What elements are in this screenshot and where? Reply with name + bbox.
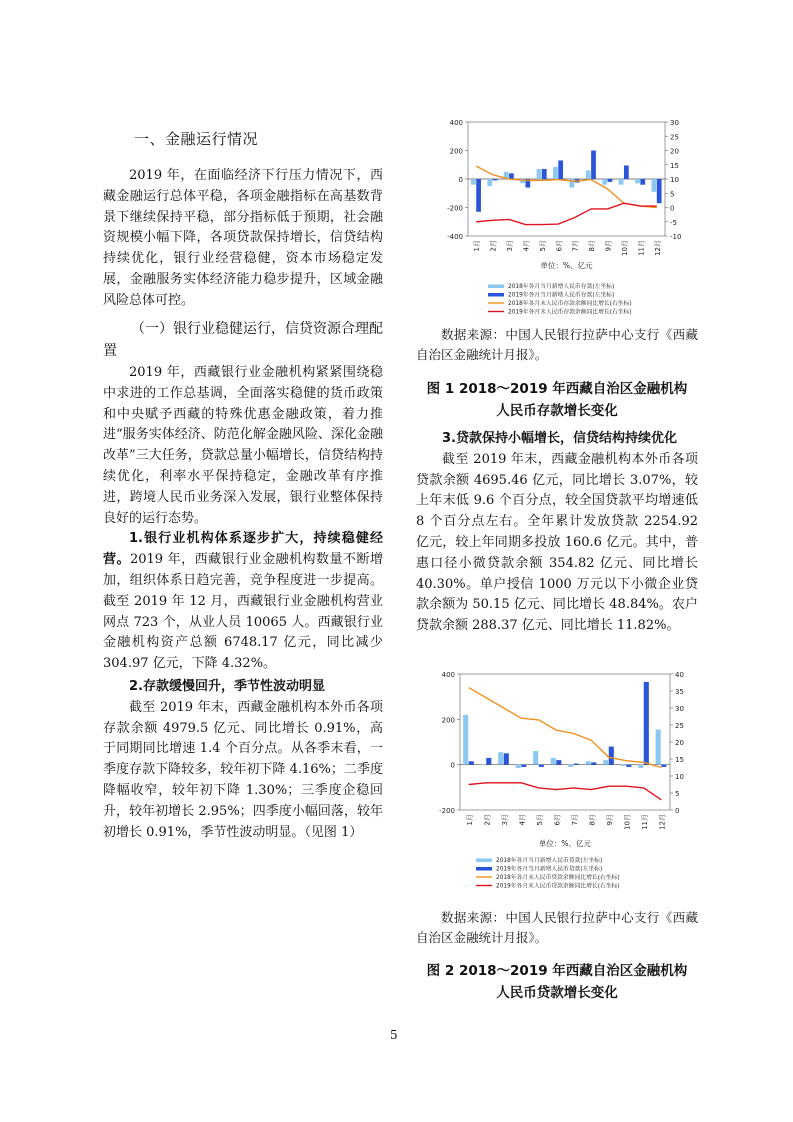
figure-1-caption-line2: 人民币存款增长变化: [496, 403, 618, 419]
right-tick-label: 5: [670, 190, 675, 199]
bar-2019: [556, 760, 561, 765]
left-tick-label: -200: [447, 204, 463, 213]
bar-2019: [504, 753, 509, 764]
page-number: 5: [390, 1028, 398, 1042]
category-label: 2月: [489, 240, 498, 252]
left-column-body: [103, 363, 383, 843]
legend-label: 2019年各月当月新增人民币存款(左坐标): [508, 292, 615, 299]
bar-2019: [476, 179, 481, 212]
bar-2019: [626, 765, 631, 767]
section-title: 一、金融运行情况: [134, 130, 259, 148]
category-label: 12月: [658, 814, 667, 830]
category-label: 10月: [623, 814, 632, 830]
banking-paragraph: 2019 年，西藏银行业金融机构紧紧围绕稳中求进的工作总基调，全面落实稳健的货币政策和中央赋予西藏的特殊优惠金融政策，着力推进“服务实体经济、防范化解金融风险、深化金融改革”三大任务，贷款总量小幅增长，信贷结构持续优化，利率水平保持稳定，金融改革有序推进，跨境人民币业务深入发展，银行业整体保持良好的运行态势。: [103, 365, 383, 526]
unit-label: 单位：%、亿元: [538, 839, 592, 848]
right-tick-label: 10: [670, 176, 679, 184]
category-label: 1月: [473, 240, 482, 252]
right-tick-label: 25: [670, 133, 679, 142]
bar-2018: [463, 715, 468, 765]
bar-2019: [640, 179, 645, 185]
legend-label: 2018年各月末人民币存款余额同比增长(右坐标): [508, 301, 632, 307]
bar-2019: [469, 761, 474, 764]
bar-2019: [574, 764, 579, 765]
category-label: 9月: [604, 240, 613, 252]
left-tick-label: 200: [441, 716, 455, 725]
right-column-body: [416, 429, 698, 637]
category-label: 6月: [555, 240, 564, 252]
bar-2019: [558, 160, 563, 179]
heading-2-line: [103, 677, 383, 698]
bar-2018: [652, 179, 657, 192]
heading-1-paragraph: [103, 529, 383, 675]
category-label: 9月: [605, 814, 614, 826]
right-tick-label: 20: [670, 147, 679, 156]
bar-2019: [539, 765, 544, 767]
figure-1-caption-line1: 图 1 2018～2019 年西藏自治区金融机构: [426, 381, 688, 397]
legend-label: 2018年各月当月新增人民币贷款(左坐标): [496, 858, 603, 864]
category-label: 4月: [518, 814, 527, 826]
right-tick-label: 30: [670, 119, 679, 127]
category-label: 8月: [588, 814, 597, 826]
category-label: 7月: [571, 240, 580, 252]
legend-label: 2019年各月末人民币存款余额同比增长(右坐标): [508, 309, 632, 316]
bar-2018: [471, 179, 476, 185]
category-label: 11月: [637, 240, 646, 256]
bar-2018: [586, 170, 591, 179]
bar-2019: [509, 173, 514, 179]
figure-2-source: 数据来源：中国人民银行拉萨中心支行《西藏自治区金融统计月报》。: [416, 910, 698, 945]
series-line-2019: [469, 783, 662, 800]
right-tick-label: 15: [675, 756, 684, 764]
figure-1-source: 数据来源：中国人民银行拉萨中心支行《西藏自治区金融统计月报》。: [416, 327, 698, 362]
heading-1-text: 2019 年，西藏银行业金融机构数量不断增加，组织体系日趋完善，竞争程度进一步提高。截至 2019 年 12 月，西藏银行业金融机构营业网点 723 个，从业人员 10065 人。西藏银行业金融机构资产总额 6748.17 亿元，同比减少 304.97 亿元，下降 4.32%。: [103, 552, 383, 672]
bar-2019: [609, 747, 614, 765]
left-tick-label: 400: [449, 119, 463, 127]
loan-chart-svg: [418, 664, 698, 904]
category-label: 2月: [483, 814, 492, 826]
right-tick-label: 15: [670, 161, 679, 170]
bar-2019: [661, 765, 666, 767]
category-label: 3月: [500, 814, 509, 826]
series-line-2018: [476, 166, 657, 207]
bar-2018: [638, 765, 643, 768]
heading-2: 2.存款缓慢回升，季节性波动明显: [129, 678, 325, 694]
heading-1: 1.银行业机构体系逐步扩大，持续稳健经营。: [103, 531, 383, 568]
bar-2019: [608, 179, 613, 182]
left-tick-label: 200: [449, 147, 463, 156]
category-label: 5月: [535, 814, 544, 826]
figure-2-caption: [416, 960, 698, 1004]
category-label: 7月: [570, 814, 579, 826]
bar-2018: [487, 179, 492, 186]
right-tick-label: 30: [675, 705, 684, 713]
deposit-chart-svg: [418, 112, 698, 330]
heading-3: 3.贷款保持小幅增长，信贷结构持续优化: [442, 431, 677, 446]
bar-2018: [551, 758, 556, 765]
category-label: 3月: [506, 240, 515, 252]
left-tick-label: 400: [441, 671, 455, 679]
figure-2-caption-line1: 图 2 2018～2019 年西藏自治区金融机构: [426, 963, 688, 979]
legend-swatch: [488, 285, 504, 289]
left-tick-label: 0: [450, 761, 455, 770]
series-line-2019: [476, 203, 657, 224]
bar-2018: [621, 765, 626, 766]
category-label: 5月: [538, 240, 547, 252]
loan-paragraph: 截至 2019 年末，西藏金融机构本外币各项贷款余额 4695.46 亿元，同比增长 3.07%，较上年末低 9.6 个百分点，较全国贷款平均增速低 8 个百分点左右。全年累计发放贷款 2254.92 亿元，较上年同期多投放 160.6 亿元。其中，普惠口径小微贷款余额 354.82 亿元、同比增长 40.30%。单户授信 1000 万元以下小微企业贷款余额为 50.15 亿元、同比增长 48.84%。农户贷款余额 288.37 亿元、同比增长 11.82%。: [416, 451, 698, 634]
bar-2019: [657, 179, 662, 203]
legend-label: 2018年各月当月新增人民币存款(左坐标): [508, 284, 615, 290]
right-tick-label: 20: [675, 739, 684, 747]
category-label: 12月: [653, 240, 662, 256]
figure-1-chart: [418, 112, 698, 330]
legend-swatch: [488, 293, 504, 297]
bar-2019: [591, 151, 596, 180]
plot-frame: [460, 674, 670, 810]
right-tick-label: -10: [670, 233, 682, 241]
unit-label: 单位：%、亿元: [540, 261, 593, 270]
legend-label: 2018年各月末人民币贷款余额同比增长(右坐标): [496, 875, 620, 881]
series-line-2018: [469, 688, 662, 768]
bar-2018: [603, 760, 608, 765]
bar-2018: [537, 169, 542, 179]
legend-swatch: [476, 859, 492, 863]
right-tick-label: 40: [675, 671, 684, 679]
figure-2-chart: [418, 664, 698, 904]
subsection-title: （一）银行业稳健运行，信贷资源合理配置: [103, 321, 383, 359]
right-tick-label: 5: [675, 790, 680, 798]
bar-2018: [635, 179, 640, 183]
category-label: 8月: [588, 240, 597, 252]
right-tick-label: 35: [675, 688, 684, 696]
bar-2019: [521, 765, 526, 767]
bar-2019: [591, 762, 596, 764]
left-column: [103, 166, 383, 312]
bar-2019: [542, 169, 547, 179]
bar-2018: [568, 765, 573, 767]
bar-2019: [644, 682, 649, 765]
category-label: 10月: [620, 240, 629, 256]
left-tick-label: -200: [439, 807, 455, 815]
bar-2018: [602, 179, 607, 185]
right-tick-label: 10: [675, 773, 684, 781]
right-tick-label: 25: [675, 722, 684, 730]
legend-label: 2019年各月当月新增人民币贷款(左坐标): [496, 866, 603, 873]
bar-2019: [493, 179, 498, 180]
bar-2018: [586, 761, 591, 764]
bar-2018: [656, 730, 661, 765]
bar-2018: [553, 167, 558, 179]
bar-2019: [486, 758, 491, 765]
bar-2018: [533, 751, 538, 765]
category-label: 6月: [553, 814, 562, 826]
bar-2018: [516, 765, 521, 768]
deposit-paragraph: 截至 2019 年末，西藏金融机构本外币各项存款余额 4979.5 亿元、同比增长 0.91%，高于同期同比增速 1.4 个百分点。从各季末看，一季度存款下降较多，较年初下降 4.16%；二季度降幅收窄，较年初下降 1.30%；三季度企稳回升，较年初增长 2.95%；四季度小幅回落，较年初增长 0.91%，季节性波动明显。（见图 1）: [103, 699, 383, 840]
bar-2018: [619, 179, 624, 185]
legend-label: 2019年各月末人民币贷款余额同比增长(右坐标): [496, 883, 620, 890]
right-tick-label: 0: [670, 204, 675, 213]
right-tick-label: -5: [670, 218, 677, 227]
bar-2019: [624, 165, 629, 179]
intro-paragraph: 2019 年，在面临经济下行压力情况下，西藏金融运行总体平稳，各项金融指标在高基数背景下继续保持平稳，部分指标低于预期，社会融资规模小幅下降，各项贷款保持增长，信贷结构持续优化，银行业经营稳健，资本市场稳定发展，金融服务实体经济能力稳步提升，区域金融风险总体可控。: [103, 168, 383, 308]
figure-2-caption-line2: 人民币贷款增长变化: [496, 985, 618, 1001]
heading-3-line: [416, 429, 698, 450]
category-label: 11月: [640, 814, 649, 830]
bar-2018: [481, 765, 486, 766]
figure-1-caption: [416, 378, 698, 422]
left-tick-label: 0: [458, 176, 463, 184]
right-tick-label: 0: [675, 807, 680, 815]
category-label: 1月: [465, 814, 474, 826]
left-tick-label: -400: [447, 233, 463, 241]
legend-swatch: [476, 867, 492, 871]
bar-2018: [498, 752, 503, 764]
category-label: 4月: [522, 240, 531, 252]
